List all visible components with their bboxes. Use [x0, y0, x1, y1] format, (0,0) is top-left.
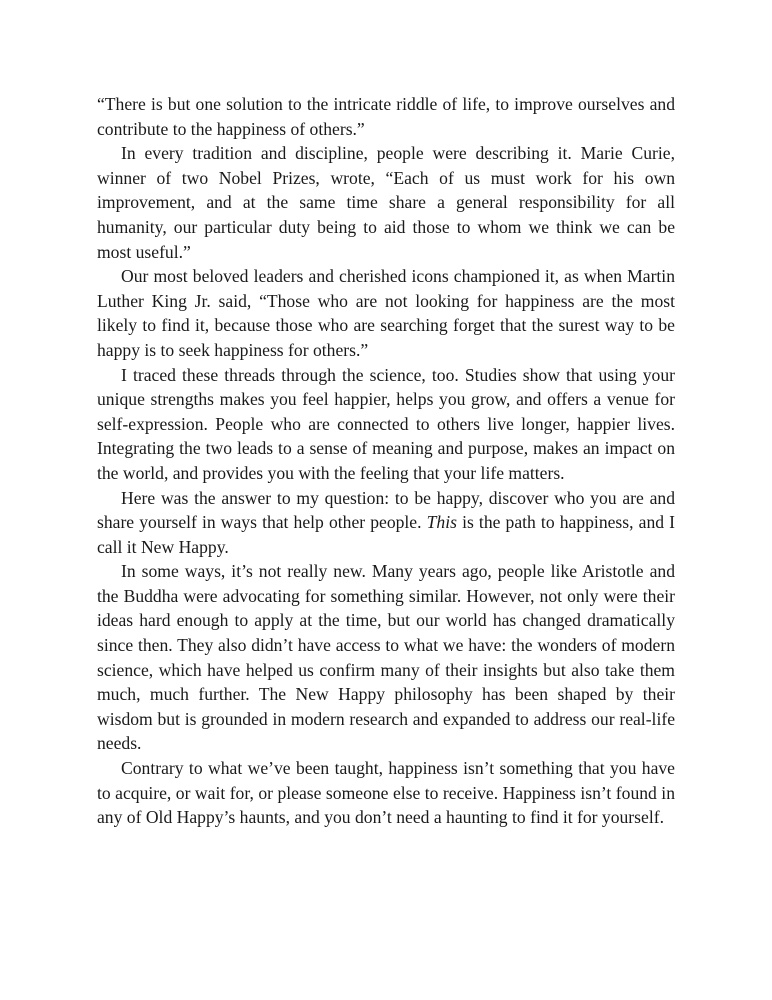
paragraph-marie-curie: In every tradition and discipline, people were describing it. Marie Curie, winner of two Nobel Prizes, wrote, “Each of us must work for his own improvement, and at the same time share a general responsibility for all humanity, our particular duty being to aid those to whom we think we can be most useful.” — [97, 143, 675, 262]
emphasis-this: This — [426, 512, 457, 533]
paragraph-curie-quote-continuation: “There is but one solution to the intricate riddle of life, to improve ourselves and contribute to the happiness of others.” — [97, 94, 675, 139]
paragraph-science: I traced these threads through the science, too. Studies show that using your unique strengths makes you feel happier, helps you grow, and offers a venue for self-expression. People who are connected to others live longer, happier lives. Integrating the two leads to a sense of meaning and purpose, makes an impact on the world, and provides you with the feeling that your life matters. — [97, 364, 675, 483]
paragraph-not-new: In some ways, it’s not really new. Many years ago, people like Aristotle and the Buddha were advocating for something similar. However, not only were their ideas hard enough to apply at the time, but our world has changed dramatically since then. They also didn’t have access to what we have: the wonders of modern science, which have helped us confirm many of their insights but also take them much, much further. The New Happy philosophy has been shaped by their wisdom but is grounded in modern research and expanded to address our real-life needs. — [97, 561, 675, 754]
paragraph-mlk: Our most beloved leaders and cherished icons championed it, as when Martin Luther King Jr. said, “Those who are not looking for happiness are the most likely to find it, because those who are searching forget that the surest way to be happy is to seek happiness for others.” — [97, 266, 675, 360]
page-body — [97, 92, 675, 830]
paragraph-new-happy-before: Here was the answer to my question: to be happy, discover who you are and share yourself in ways that help other people. — [97, 487, 675, 533]
paragraph-new-happy-after: is the path to happiness, and I call it New Happy. — [97, 512, 676, 557]
paragraph-contrary: Contrary to what we’ve been taught, happiness isn’t something that you have to acquire, or wait for, or please someone else to receive. Happiness isn’t found in any of Old Happy’s haunts, and you don’t need a haunting to find it for yourself. — [97, 758, 675, 828]
paragraph-new-happy — [97, 486, 675, 560]
